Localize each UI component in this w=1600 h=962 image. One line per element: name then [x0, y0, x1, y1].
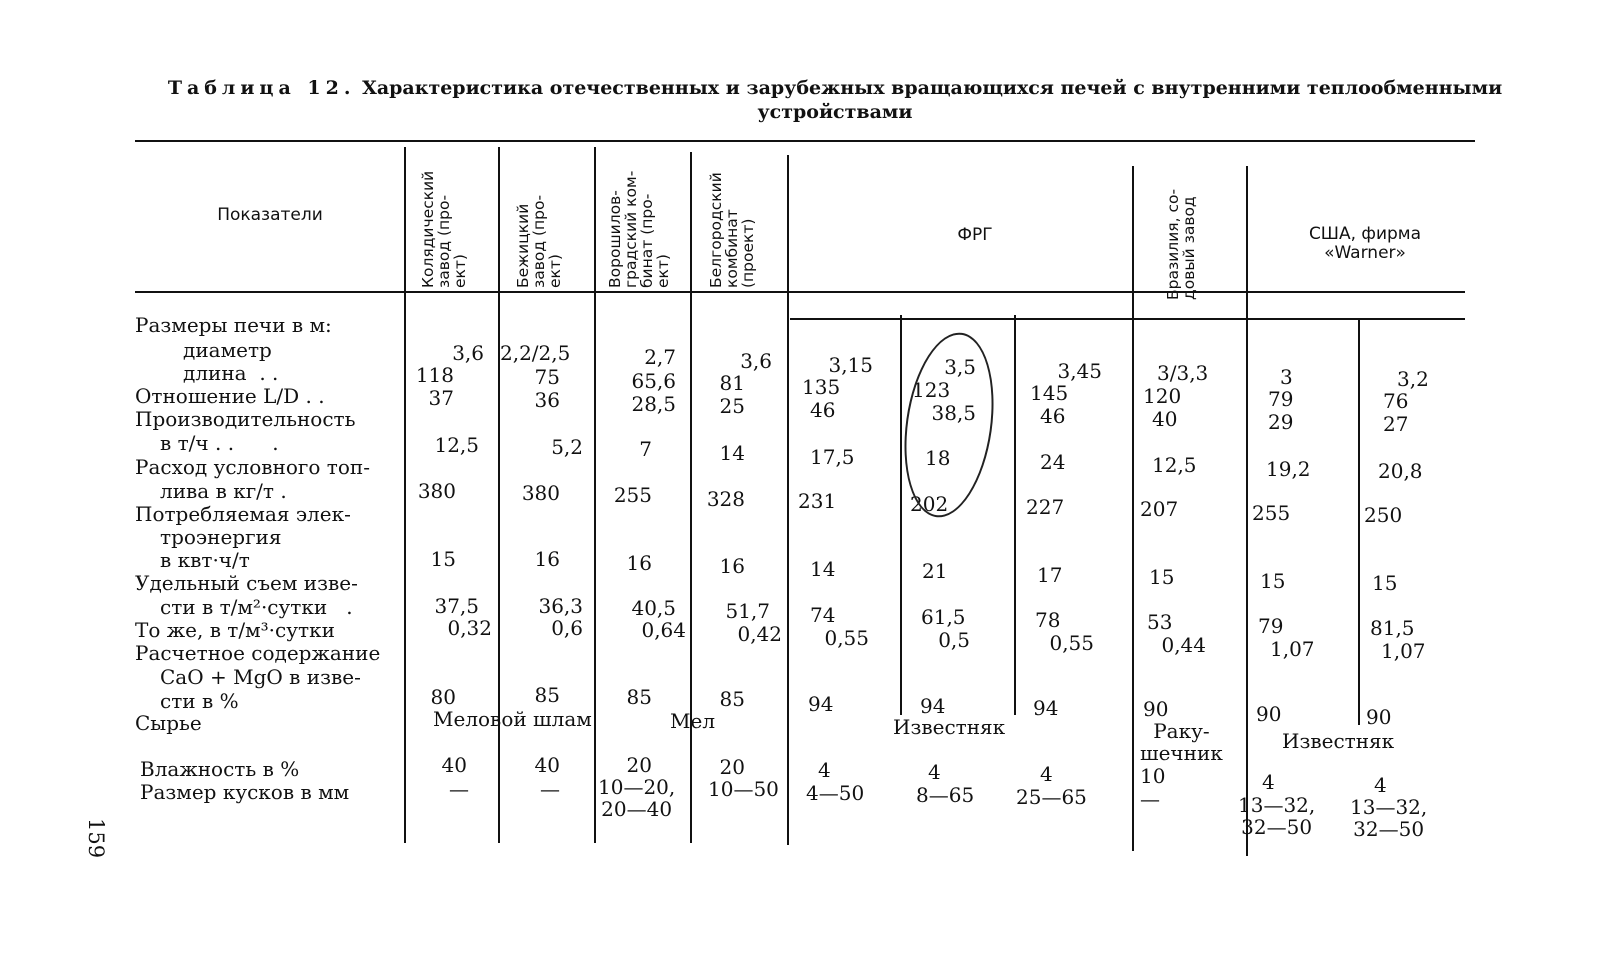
- table-caption: [145, 76, 1525, 124]
- cell-specific: 40,5: [631, 596, 676, 620]
- cell-lump: 10—20, 20—40: [598, 775, 676, 821]
- cell-lump: —: [1140, 787, 1160, 811]
- cell-moisture: 40: [441, 753, 467, 777]
- cell-length: 75: [534, 365, 560, 389]
- cell-diameter: 3,6: [452, 341, 484, 365]
- cell-length: 79: [1268, 387, 1294, 411]
- cell-moisture: 4: [1040, 762, 1053, 786]
- cell-lump: 13—32, 32—50: [1238, 793, 1316, 839]
- cell-moisture: 20: [626, 753, 652, 777]
- cell-productivity: 19,2: [1266, 457, 1311, 481]
- row-label-cao-1: Расчетное содержание: [135, 641, 381, 665]
- row-label-specific-1: Удельный съем изве-: [135, 571, 358, 595]
- header-col-belgorod: Белгородский комбинат (проект): [707, 172, 757, 288]
- cell-diameter: 3,2: [1397, 367, 1429, 391]
- row-label-raw: Сырье: [135, 711, 202, 735]
- header-col-kolyadichesky: Колядический завод (про- ект): [419, 170, 469, 288]
- cell-cao: 90: [1256, 702, 1282, 726]
- cell-power: 16: [719, 554, 745, 578]
- cell-length: 135: [802, 375, 841, 399]
- cell-cao: 80: [430, 685, 456, 709]
- cell-productivity: 20,8: [1378, 459, 1423, 483]
- cell-power: 16: [626, 551, 652, 575]
- page-number: 159: [84, 818, 108, 859]
- cell-power: 17: [1037, 563, 1063, 587]
- cell-same: 0,44: [1161, 633, 1206, 657]
- row-label-lump: Размер кусков в мм: [140, 780, 350, 804]
- cell-specific: 78: [1035, 608, 1061, 632]
- cell-cao: 94: [920, 694, 946, 718]
- cell-power: 21: [922, 559, 948, 583]
- cell-same: 0,5: [938, 628, 970, 652]
- cell-length: 120: [1143, 384, 1182, 408]
- row-label-fuel-2: лива в кг/т .: [160, 479, 287, 503]
- cell-length: 65,6: [631, 369, 676, 393]
- cell-productivity: 5,2: [551, 435, 583, 459]
- cell-specific: 79: [1258, 614, 1284, 638]
- cell-fuel: 250: [1364, 503, 1403, 527]
- cell-power: 16: [534, 547, 560, 571]
- cell-diameter: 3,6: [740, 349, 772, 373]
- row-label-power-3: в квт·ч/т: [160, 548, 250, 572]
- cell-moisture: 4: [928, 760, 941, 784]
- cell-productivity: 17,5: [810, 445, 855, 469]
- cell-fuel: 380: [417, 479, 456, 503]
- cell-same: 0,55: [1049, 631, 1094, 655]
- cell-fuel: 380: [521, 481, 560, 505]
- cell-moisture: 4: [818, 758, 831, 782]
- cell-fuel: 227: [1026, 495, 1065, 519]
- cell-same: 0,6: [551, 616, 583, 640]
- cell-cao: 85: [534, 683, 560, 707]
- cell-cao: 94: [1033, 696, 1059, 720]
- cell-length: 81: [719, 371, 745, 395]
- row-label-power-1: Потребляемая элек-: [135, 502, 351, 526]
- cell-lump: —: [540, 777, 560, 801]
- header-col-voroshilovgrad: Ворошилов- градский ком- бинат (про- ект): [606, 170, 672, 288]
- cell-cao: 85: [626, 685, 652, 709]
- row-label-specific-2: сти в т/м²·сутки .: [160, 595, 353, 619]
- header-col-brazil: Бразилия, со- довый завод: [1164, 188, 1198, 300]
- row-label-ratio: Отношение L/D . .: [135, 384, 325, 408]
- raw-shell-rock: Раку- шечник: [1140, 719, 1223, 765]
- row-label-fuel-1: Расход условного топ-: [135, 455, 370, 479]
- cell-cao: 94: [808, 692, 834, 716]
- cell-same: 1,07: [1270, 637, 1315, 661]
- header-frg: ФРГ: [957, 225, 993, 245]
- raw-limestone-usa: Известняк: [1282, 729, 1395, 753]
- header-usa: США, фирма «Warner»: [1308, 224, 1422, 263]
- cell-moisture: 40: [534, 753, 560, 777]
- cell-length: 76: [1383, 389, 1409, 413]
- caption-line1: Характеристика отечественных и зарубежных вращающихся печей с внутренними теплообменными: [362, 77, 1503, 99]
- cell-diameter: 3,5: [944, 355, 976, 379]
- raw-limestone-frg: Известняк: [893, 715, 1006, 739]
- cell-fuel: 207: [1140, 497, 1179, 521]
- row-label-length: длина . .: [183, 361, 279, 385]
- row-label-diameter: диаметр: [183, 338, 272, 362]
- cell-power: 15: [1149, 565, 1175, 589]
- cell-cao: 90: [1143, 697, 1169, 721]
- cell-diameter: 2,2/2,5: [500, 341, 571, 365]
- header-col-bezhitsky: Бежицкий завод (про- ект): [514, 194, 564, 288]
- cell-ratio: 37: [428, 386, 454, 410]
- cell-productivity: 14: [719, 441, 745, 465]
- cell-lump: —: [449, 777, 469, 801]
- cell-specific: 51,7: [725, 599, 770, 623]
- cell-ratio: 36: [534, 388, 560, 412]
- cell-ratio: 38,5: [931, 401, 976, 425]
- col-divider: [787, 155, 789, 845]
- cell-specific: 81,5: [1370, 616, 1415, 640]
- header-indicators: Показатели: [217, 205, 323, 225]
- cell-lump: 25—65: [1016, 785, 1087, 809]
- cell-ratio: 25: [719, 394, 745, 418]
- cell-fuel: 202: [910, 492, 949, 516]
- cell-lump: 8—65: [916, 783, 975, 807]
- cell-diameter: 3/3,3: [1157, 361, 1209, 385]
- cell-fuel: 328: [706, 487, 745, 511]
- cell-same: 0,64: [641, 618, 686, 642]
- cell-diameter: 3: [1280, 365, 1293, 389]
- row-label-moisture: Влажность в %: [140, 757, 300, 781]
- cell-moisture: 20: [719, 755, 745, 779]
- cell-specific: 53: [1147, 610, 1173, 634]
- cell-same: 0,42: [737, 622, 782, 646]
- cell-productivity: 24: [1040, 450, 1066, 474]
- cell-specific: 37,5: [434, 594, 479, 618]
- row-label-productivity-1: Производительность: [135, 407, 356, 431]
- cell-length: 145: [1030, 381, 1069, 405]
- cell-same: 1,07: [1381, 639, 1426, 663]
- cell-fuel: 255: [613, 483, 652, 507]
- row-label-cao-2: CaO + MgO в изве-: [160, 665, 361, 689]
- frg-subdivider-rule: [790, 318, 1465, 320]
- cell-productivity: 18: [925, 446, 951, 470]
- cell-specific: 74: [810, 603, 836, 627]
- cell-moisture: 10: [1140, 764, 1166, 788]
- row-label-cao-3: сти в %: [160, 689, 239, 713]
- cell-moisture: 4: [1374, 773, 1387, 797]
- caption-line2: устройствами: [757, 101, 913, 123]
- cell-moisture: 4: [1262, 770, 1275, 794]
- cell-ratio: 40: [1152, 407, 1178, 431]
- cell-productivity: 7: [639, 437, 652, 461]
- cell-power: 15: [1372, 571, 1398, 595]
- cell-specific: 36,3: [538, 594, 583, 618]
- row-label-power-2: троэнергия: [160, 525, 282, 549]
- cell-ratio: 27: [1383, 412, 1409, 436]
- caption-label: Таблица 12.: [167, 77, 356, 99]
- row-label-same: То же, в т/м³·сутки: [135, 618, 335, 642]
- cell-length: 118: [415, 363, 454, 387]
- cell-lump: 4—50: [806, 781, 865, 805]
- cell-power: 15: [430, 547, 456, 571]
- cell-productivity: 12,5: [1152, 453, 1197, 477]
- header-bottom-rule: [135, 291, 1465, 293]
- raw-chalk-sludge: Меловой шлам: [433, 707, 592, 731]
- raw-chalk: Мел: [670, 709, 716, 733]
- cell-cao: 90: [1366, 705, 1392, 729]
- cell-ratio: 46: [1040, 404, 1066, 428]
- row-label-sizes: Размеры печи в м:: [135, 313, 332, 337]
- cell-fuel: 255: [1252, 501, 1291, 525]
- cell-diameter: 2,7: [644, 345, 676, 369]
- cell-fuel: 231: [798, 489, 837, 513]
- cell-ratio: 28,5: [631, 392, 676, 416]
- cell-productivity: 12,5: [434, 433, 479, 457]
- cell-length: 123: [912, 378, 951, 402]
- cell-cao: 85: [719, 687, 745, 711]
- cell-diameter: 3,45: [1057, 359, 1102, 383]
- row-label-productivity-2: в т/ч . . .: [160, 431, 279, 455]
- table-top-rule: [135, 140, 1475, 142]
- cell-ratio: 29: [1268, 410, 1294, 434]
- cell-lump: 13—32, 32—50: [1350, 795, 1428, 841]
- col-divider: [1246, 166, 1248, 856]
- cell-lump: 10—50: [708, 777, 779, 801]
- cell-ratio: 46: [810, 398, 836, 422]
- cell-power: 15: [1260, 569, 1286, 593]
- col-divider: [1358, 320, 1360, 725]
- cell-specific: 61,5: [921, 605, 966, 629]
- cell-same: 0,55: [824, 626, 869, 650]
- cell-diameter: 3,15: [828, 353, 873, 377]
- cell-power: 14: [810, 557, 836, 581]
- col-divider: [1132, 166, 1134, 851]
- cell-same: 0,32: [447, 616, 492, 640]
